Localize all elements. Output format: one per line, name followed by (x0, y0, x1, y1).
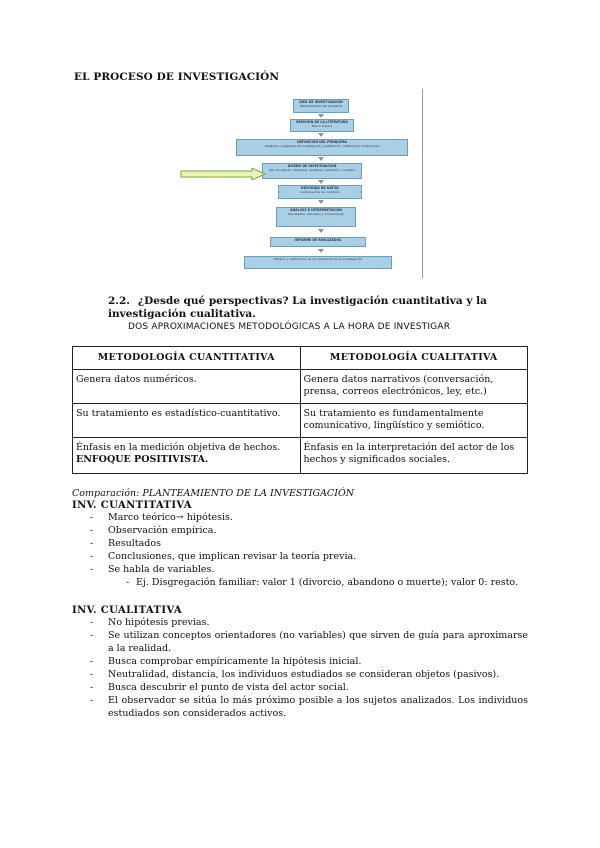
table-row (73, 438, 528, 474)
table-row (73, 404, 528, 438)
list-item: - Conclusiones, que implican revisar la teoría previa. (72, 550, 528, 563)
section-heading (108, 295, 528, 321)
cell-text: Énfasis en la medición objetiva de hechos. (76, 442, 281, 453)
table-cell: Su tratamiento es fundamentalmente comunicativo, lingüístico y semiótico. (300, 404, 528, 438)
quantitative-heading: INV. CUANTITATIVA (72, 500, 192, 511)
comparison-heading (72, 488, 354, 499)
qualitative-list (72, 616, 528, 720)
flow-box: DISEÑO DE INVESTIGACIÓN Tipo de estudio, hipótesis, variables, población y muestra (262, 163, 362, 179)
flow-box: ANÁLISIS E INTERPRETACIÓN Resultados, discusión y conclusiones (276, 207, 356, 227)
list-item: - El observador se sitúa lo más próximo posible a los sujetos analizados. Los individuos estudiados son considerados activos. (72, 694, 528, 720)
list-item: - Marco teórico→ hipótesis. (72, 511, 528, 524)
comparison-label: Comparación: (72, 488, 140, 499)
list-item: - Se utilizan conceptos orientadores (no variables) que sirven de guía para aproximarse a la realidad. (72, 629, 528, 655)
flow-arrow-icon (318, 249, 324, 253)
section-title: ¿Desde qué perspectivas? La investigación cuantitativa y la investigación cualitativa. (108, 295, 487, 320)
qualitative-heading: INV. CUALITATIVA (72, 605, 182, 616)
column-header-quantitative: METODOLOGÍA CUANTITATIVA (73, 347, 301, 370)
table-cell: Genera datos numéricos. (73, 370, 301, 404)
flow-arrow-icon (318, 200, 324, 204)
list-item: - Resultados (72, 537, 528, 550)
quantitative-list (72, 511, 528, 589)
flow-box: IDEA DE INVESTIGACIÓN Planteamiento del problema (293, 99, 349, 113)
section-subtitle: DOS APROXIMACIONES METODOLÓGICAS A LA HORA DE INVESTIGAR (128, 322, 451, 332)
flow-arrow-icon (318, 114, 324, 118)
comparison-title: PLANTEAMIENTO DE LA INVESTIGACIÓN (142, 488, 355, 499)
list-item: - Busca comprobar empíricamente la hipótesis inicial. (72, 655, 528, 668)
flow-box: INFORME DE RESULTADOS (270, 237, 366, 247)
list-item: - Observación empírica. (72, 524, 528, 537)
qualitative-section (72, 605, 528, 720)
list-subitem: - Ej. Disgregación familiar: valor 1 (divorcio, abandono o muerte); valor 0: resto. (72, 576, 528, 589)
flow-box: REVISIÓN DE LA LITERATURA Marco teórico (290, 119, 354, 132)
process-flowchart (250, 89, 423, 278)
table-cell: Énfasis en la interpretación del actor de los hechos y significados sociales. (300, 438, 528, 474)
list-item: - Neutralidad, distancia, los individuos estudiados se consideran objetos (pasivos). (72, 668, 528, 681)
table-row (73, 370, 528, 404)
cell-emphasis: ENFOQUE POSITIVISTA. (76, 454, 209, 465)
list-item: - Busca descubrir el punto de vista del actor social. (72, 681, 528, 694)
list-item: - Se habla de variables. (72, 563, 528, 576)
flow-box: Difusión y publicación de los resultados de la investigación (244, 256, 392, 269)
flow-box: DEFINICIÓN DEL PROBLEMA Objetivos, preguntas de investigación, justificación, viabilidad y limitaciones (236, 139, 408, 156)
table-cell (73, 438, 301, 474)
table-header-row (73, 347, 528, 370)
section-number: 2.2. (108, 295, 130, 307)
flow-arrow-icon (318, 180, 324, 184)
pointer-arrow-icon (180, 168, 266, 180)
flow-arrow-icon (318, 229, 324, 233)
page-title: EL PROCESO DE INVESTIGACIÓN (74, 71, 280, 83)
flow-arrow-icon (318, 157, 324, 161)
list-item: - No hipótesis previas. (72, 616, 528, 629)
column-header-qualitative: METODOLOGÍA CUALITATIVA (300, 347, 528, 370)
methodology-table (72, 346, 528, 474)
flow-box: RECOGIDA DE DATOS Instrumentos de medición (278, 185, 362, 199)
quantitative-section (72, 500, 528, 589)
flow-arrow-icon (318, 133, 324, 137)
table-cell: Su tratamiento es estadístico-cuantitativo. (73, 404, 301, 438)
table-cell: Genera datos narrativos (conversación, prensa, correos electrónicos, ley, etc.) (300, 370, 528, 404)
